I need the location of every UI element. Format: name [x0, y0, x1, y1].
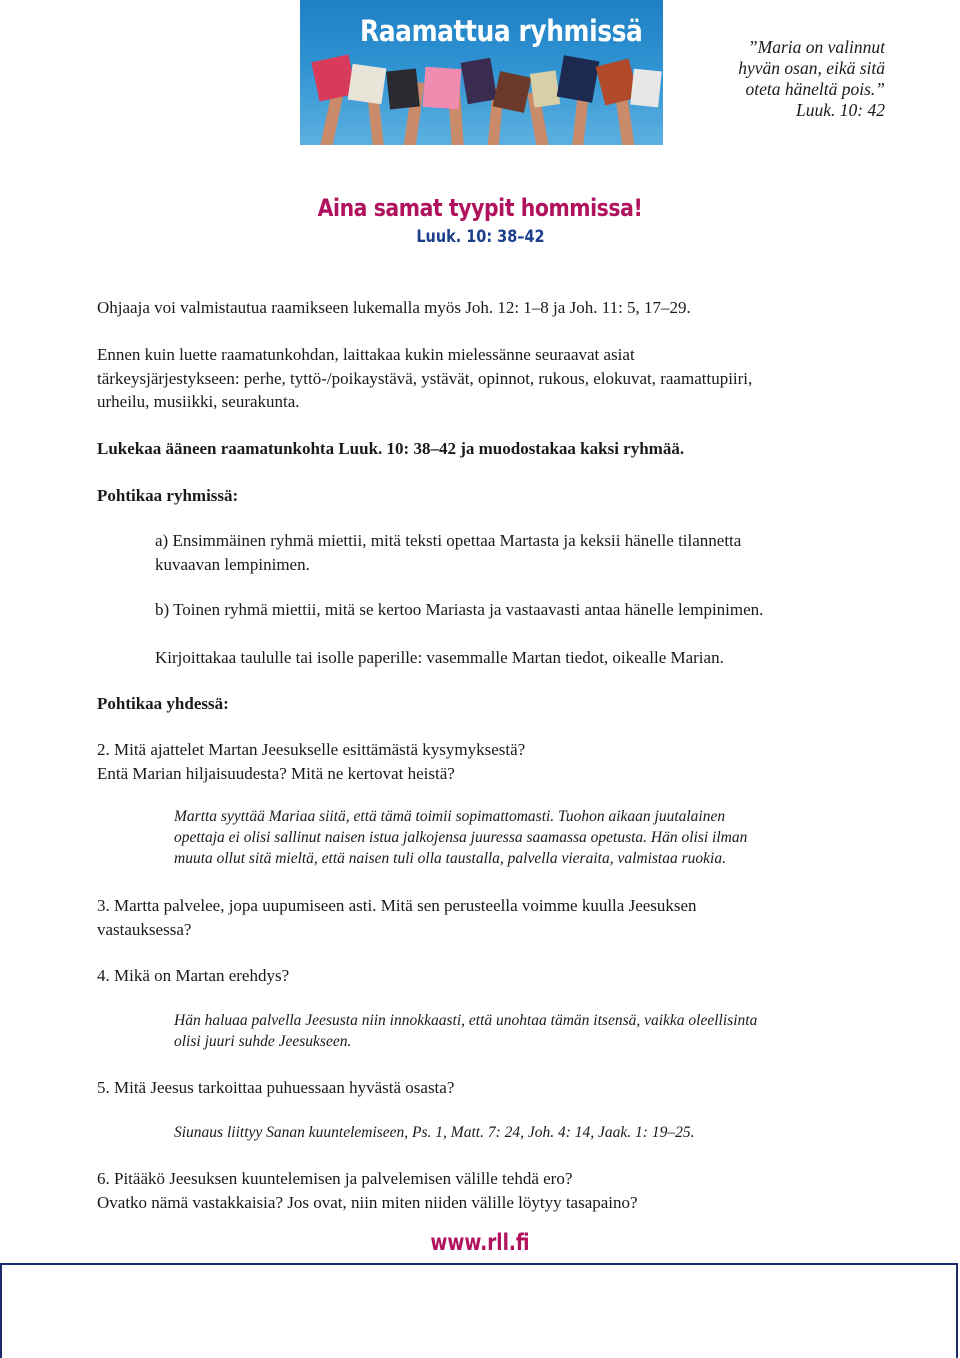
prep-text: Ohjaaja voi valmistautua raamikseen lukemalla myös Joh. 12: 1–8 ja Joh. 11: 5, 17–29.: [97, 298, 691, 317]
quote-line: oteta häneltä pois.”: [745, 79, 885, 99]
page-frame-border: [0, 1263, 958, 1358]
group-a-text: [155, 529, 741, 576]
question-3: [97, 894, 697, 941]
paragraph-line: urheilu, musiikki, seurakunta.: [97, 392, 300, 411]
paragraph-line: kuvaavan lempinimen.: [155, 554, 310, 574]
paragraph-line: olisi juuri suhde Jeesukseen.: [174, 1033, 352, 1050]
paragraph-line: opettaja ei olisi sallinut naisen istua jalkojensa juuressa saamassa opetusta. Hän olisi ilman: [174, 829, 748, 846]
group-b-text: b) Toinen ryhmä miettii, mitä se kertoo Mariasta ja vastaavasti antaa hänelle lempinimen.: [155, 600, 764, 619]
read-aloud-instruction: Lukekaa ääneen raamatunkohta Luuk. 10: 38–42 ja muodostakaa kaksi ryhmää.: [97, 439, 685, 458]
scripture-quote: [690, 37, 885, 121]
paragraph-line: Ovatko nämä vastakkaisia? Jos ovat, niin miten niiden välille löytyy tasapaino?: [97, 1192, 638, 1212]
paragraph-line: Ennen kuin luette raamatunkohdan, laittakaa kukin mielessänne seuraavat asiat: [97, 345, 635, 364]
page-title: Aina samat tyypit hommissa!: [317, 194, 643, 222]
answer-2: [174, 806, 747, 869]
question-5: 5. Mitä Jeesus tarkoittaa puhuessaan hyvästä osasta?: [97, 1078, 455, 1097]
paragraph-line: Hän haluaa palvella Jeesusta niin innokkaasti, että unohtaa tämän itsensä, vaikka oleellisinta: [174, 1012, 758, 1029]
paragraph-line: a) Ensimmäinen ryhmä miettii, mitä teksti opettaa Martasta ja keksii hänelle tilannetta: [155, 531, 742, 550]
question-4: 4. Mikä on Martan erehdys?: [97, 966, 290, 985]
paragraph-line: 2. Mitä ajattelet Martan Jeesukselle esittämästä kysymyksestä?: [97, 740, 526, 759]
together-heading: Pohtikaa yhdessä:: [97, 694, 229, 713]
question-6: [97, 1167, 638, 1214]
answer-4: [174, 1010, 757, 1052]
paragraph-line: tärkeysjärjestykseen: perhe, tyttö-/poikaystävä, ystävät, opinnot, rukous, elokuvat, raamattupiiri,: [97, 368, 753, 388]
quote-reference: Luuk. 10: 42: [796, 100, 885, 120]
paragraph-line: 6. Pitääkö Jeesuksen kuuntelemisen ja palvelemisen välille tehdä ero?: [97, 1169, 573, 1188]
footer-url-link[interactable]: www.rll.fi: [430, 1230, 530, 1256]
banner-title: Raamattua ryhmissä: [360, 14, 643, 48]
write-instruction: Kirjoittakaa taululle tai isolle paperille: vasemmalle Martan tiedot, oikealle Marian.: [155, 648, 724, 667]
paragraph-line: Entä Marian hiljaisuudesta? Mitä ne kertovat heistä?: [97, 763, 455, 783]
paragraph-line: muuta ollut sitä mieltä, että naisen tuli olla taustalla, palvella vieraita, valmistaa ruokia.: [174, 850, 726, 867]
quote-line: ”Maria on valinnut: [747, 37, 885, 57]
paragraph-line: Martta syyttää Mariaa siitä, että tämä toimii sopimattomasti. Tuohon aikaan juutalainen: [174, 808, 726, 825]
paragraph-line: vastauksessa?: [97, 919, 192, 939]
quote-line: hyvän osan, eikä sitä: [738, 58, 885, 78]
scripture-reference: Luuk. 10: 38–42: [415, 227, 545, 247]
question-2: [97, 738, 525, 785]
groups-heading: Pohtikaa ryhmissä:: [97, 486, 239, 505]
answer-5: Siunaus liittyy Sanan kuuntelemiseen, Ps. 1, Matt. 7: 24, Joh. 4: 14, Jaak. 1: 19–25.: [174, 1124, 695, 1141]
priorities-paragraph: [97, 343, 752, 414]
paragraph-line: 3. Martta palvelee, jopa uupumiseen asti. Mitä sen perusteella voimme kuulla Jeesuksen: [97, 896, 697, 915]
